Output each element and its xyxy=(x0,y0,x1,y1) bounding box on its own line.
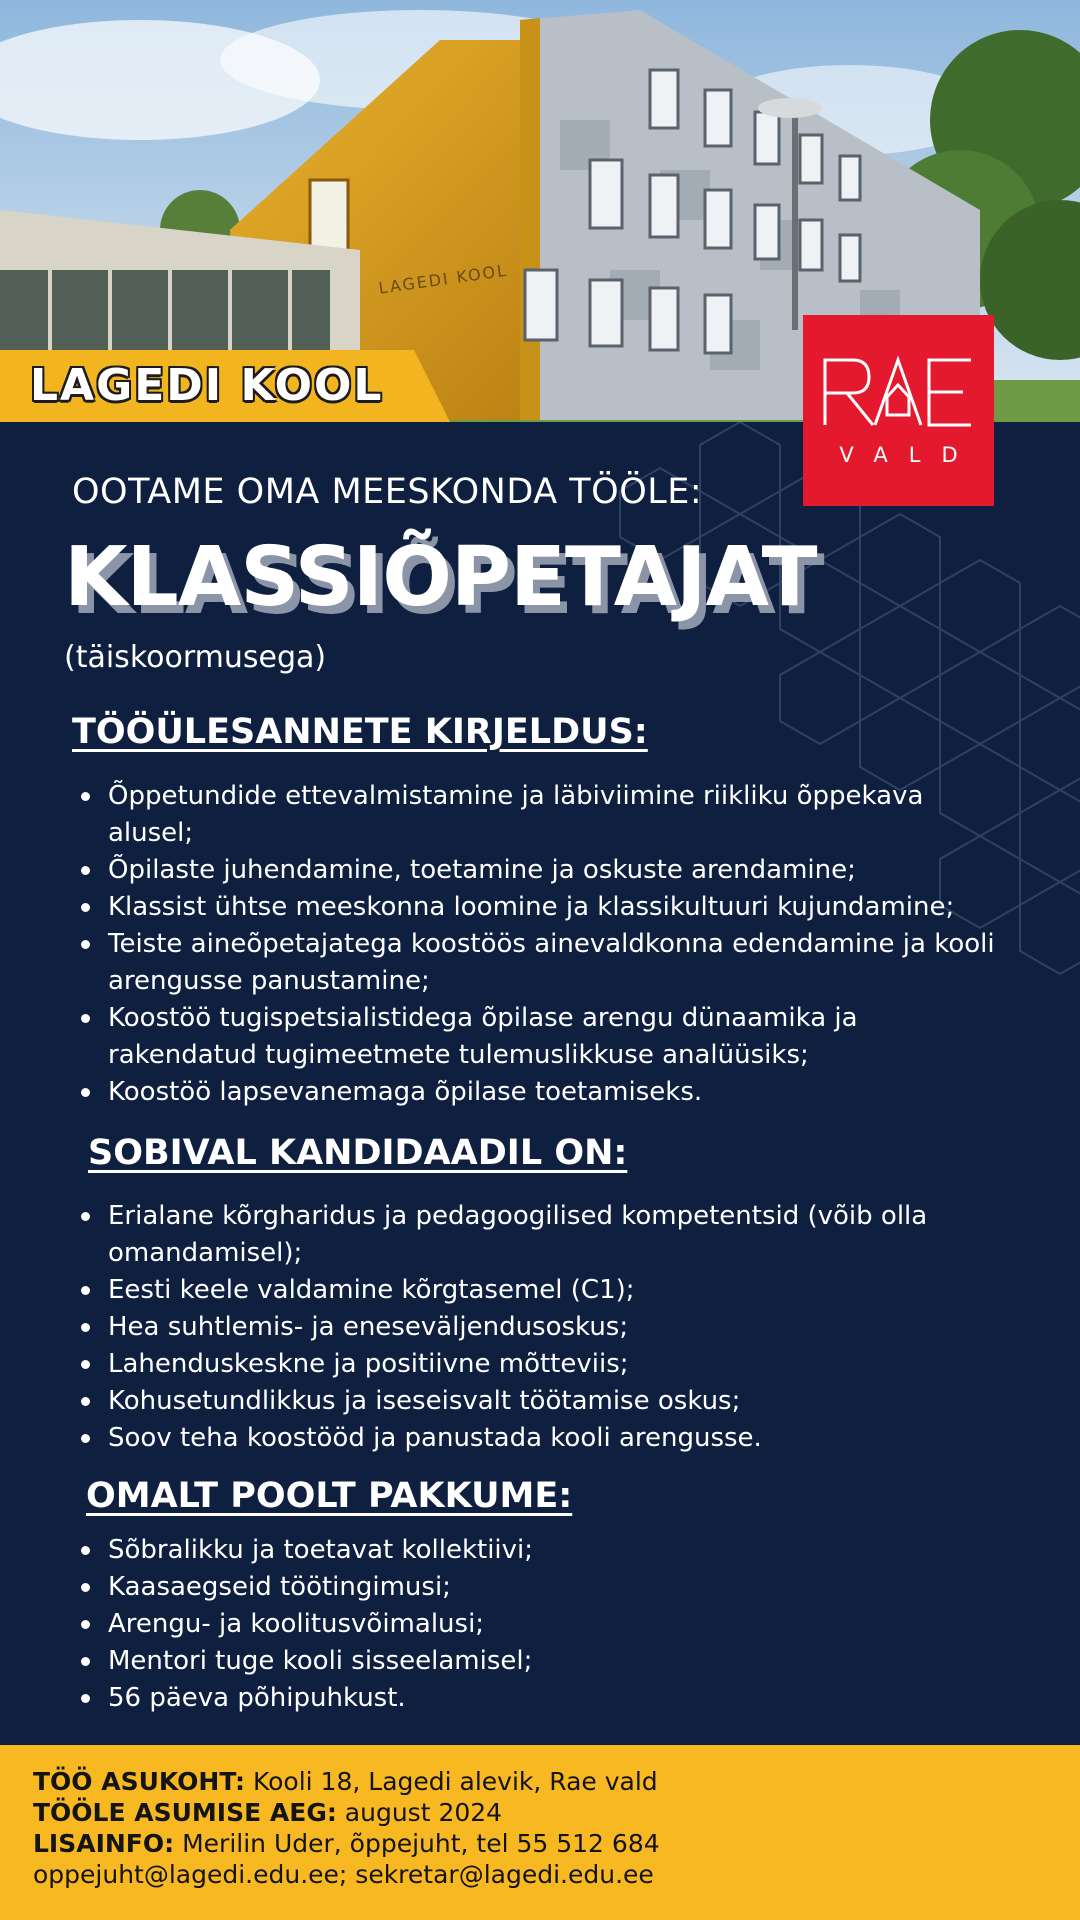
logo-subtitle: VALD xyxy=(839,443,979,467)
footer-location xyxy=(33,1766,1080,1797)
section-title-tasks: TÖÖÜLESANNETE KIRJELDUS: xyxy=(72,712,648,752)
footer-emails[interactable]: oppejuht@lagedi.edu.ee; sekretar@lagedi.edu.ee xyxy=(33,1860,654,1889)
list-item: Kaasaegseid töötingimusi; xyxy=(78,1569,1008,1606)
footer-start xyxy=(33,1797,1080,1828)
list-item: Kohusetundlikkus ja iseseisvalt töötamise oskus; xyxy=(78,1383,1008,1420)
footer-info xyxy=(33,1828,1080,1859)
section-title-offer: OMALT POOLT PAKKUME: xyxy=(86,1476,573,1516)
list-item: Koostöö lapsevanemaga õpilase toetamiseks. xyxy=(78,1074,1008,1111)
candidate-list xyxy=(78,1198,1008,1457)
job-title: KLASSIÕPETAJAT xyxy=(64,530,817,625)
list-item: Klassist ühtse meeskonna loomine ja klassikultuuri kujundamine; xyxy=(78,889,1008,926)
list-item: Õppetundide ettevalmistamine ja läbiviimine riikliku õppekava alusel; xyxy=(78,778,1008,852)
footer-location-value: Kooli 18, Lagedi alevik, Rae vald xyxy=(245,1767,658,1796)
list-item: Mentori tuge kooli sisseelamisel; xyxy=(78,1643,1008,1680)
list-item: Koostöö tugispetsialistidega õpilase arengu dünaamika ja rakendatud tugimeetmete tulemuslikkuse analüüsiks; xyxy=(78,1000,1008,1074)
building-sign: LAGEDI KOOL xyxy=(377,260,510,298)
list-item: Teiste aineõpetajatega koostöös ainevaldkonna edendamine ja kooli arengusse panustamine; xyxy=(78,926,1008,1000)
list-item: Soov teha koostööd ja panustada kooli arengusse. xyxy=(78,1420,1008,1457)
rae-vald-logo xyxy=(803,315,994,506)
list-item: Õpilaste juhendamine, toetamine ja oskuste arendamine; xyxy=(78,852,1008,889)
footer-start-label: TÖÖLE ASUMISE AEG: xyxy=(33,1798,337,1827)
list-item: Eesti keele valdamine kõrgtasemel (C1); xyxy=(78,1272,1008,1309)
list-item: Arengu- ja koolitusvõimalusi; xyxy=(78,1606,1008,1643)
list-item: 56 päeva põhipuhkust. xyxy=(78,1680,1008,1717)
list-item: Erialane kõrgharidus ja pedagoogilised kompetentsid (võib olla omandamisel); xyxy=(78,1198,1008,1272)
school-name: LAGEDI KOOL xyxy=(30,360,384,411)
offer-list xyxy=(78,1532,1008,1717)
section-title-candidate: SOBIVAL KANDIDAADIL ON: xyxy=(88,1133,628,1173)
rae-logo-icon xyxy=(803,315,994,506)
list-item: Sõbralikku ja toetavat kollektiivi; xyxy=(78,1532,1008,1569)
intro-heading: OOTAME OMA MEESKONDA TÖÖLE: xyxy=(72,472,703,512)
footer-info-label: LISAINFO: xyxy=(33,1829,175,1858)
contact-footer xyxy=(0,1745,1080,1920)
footer-start-value: august 2024 xyxy=(336,1798,503,1827)
tasks-list xyxy=(78,778,1008,1111)
footer-info-value: Merilin Uder, õppejuht, tel 55 512 684 xyxy=(174,1829,660,1858)
footer-location-label: TÖÖ ASUKOHT: xyxy=(33,1767,246,1796)
list-item: Lahenduskeskne ja positiivne mõtteviis; xyxy=(78,1346,1008,1383)
list-item: Hea suhtlemis- ja eneseväljendusoskus; xyxy=(78,1309,1008,1346)
job-subtitle: (täiskoormusega) xyxy=(64,640,327,675)
